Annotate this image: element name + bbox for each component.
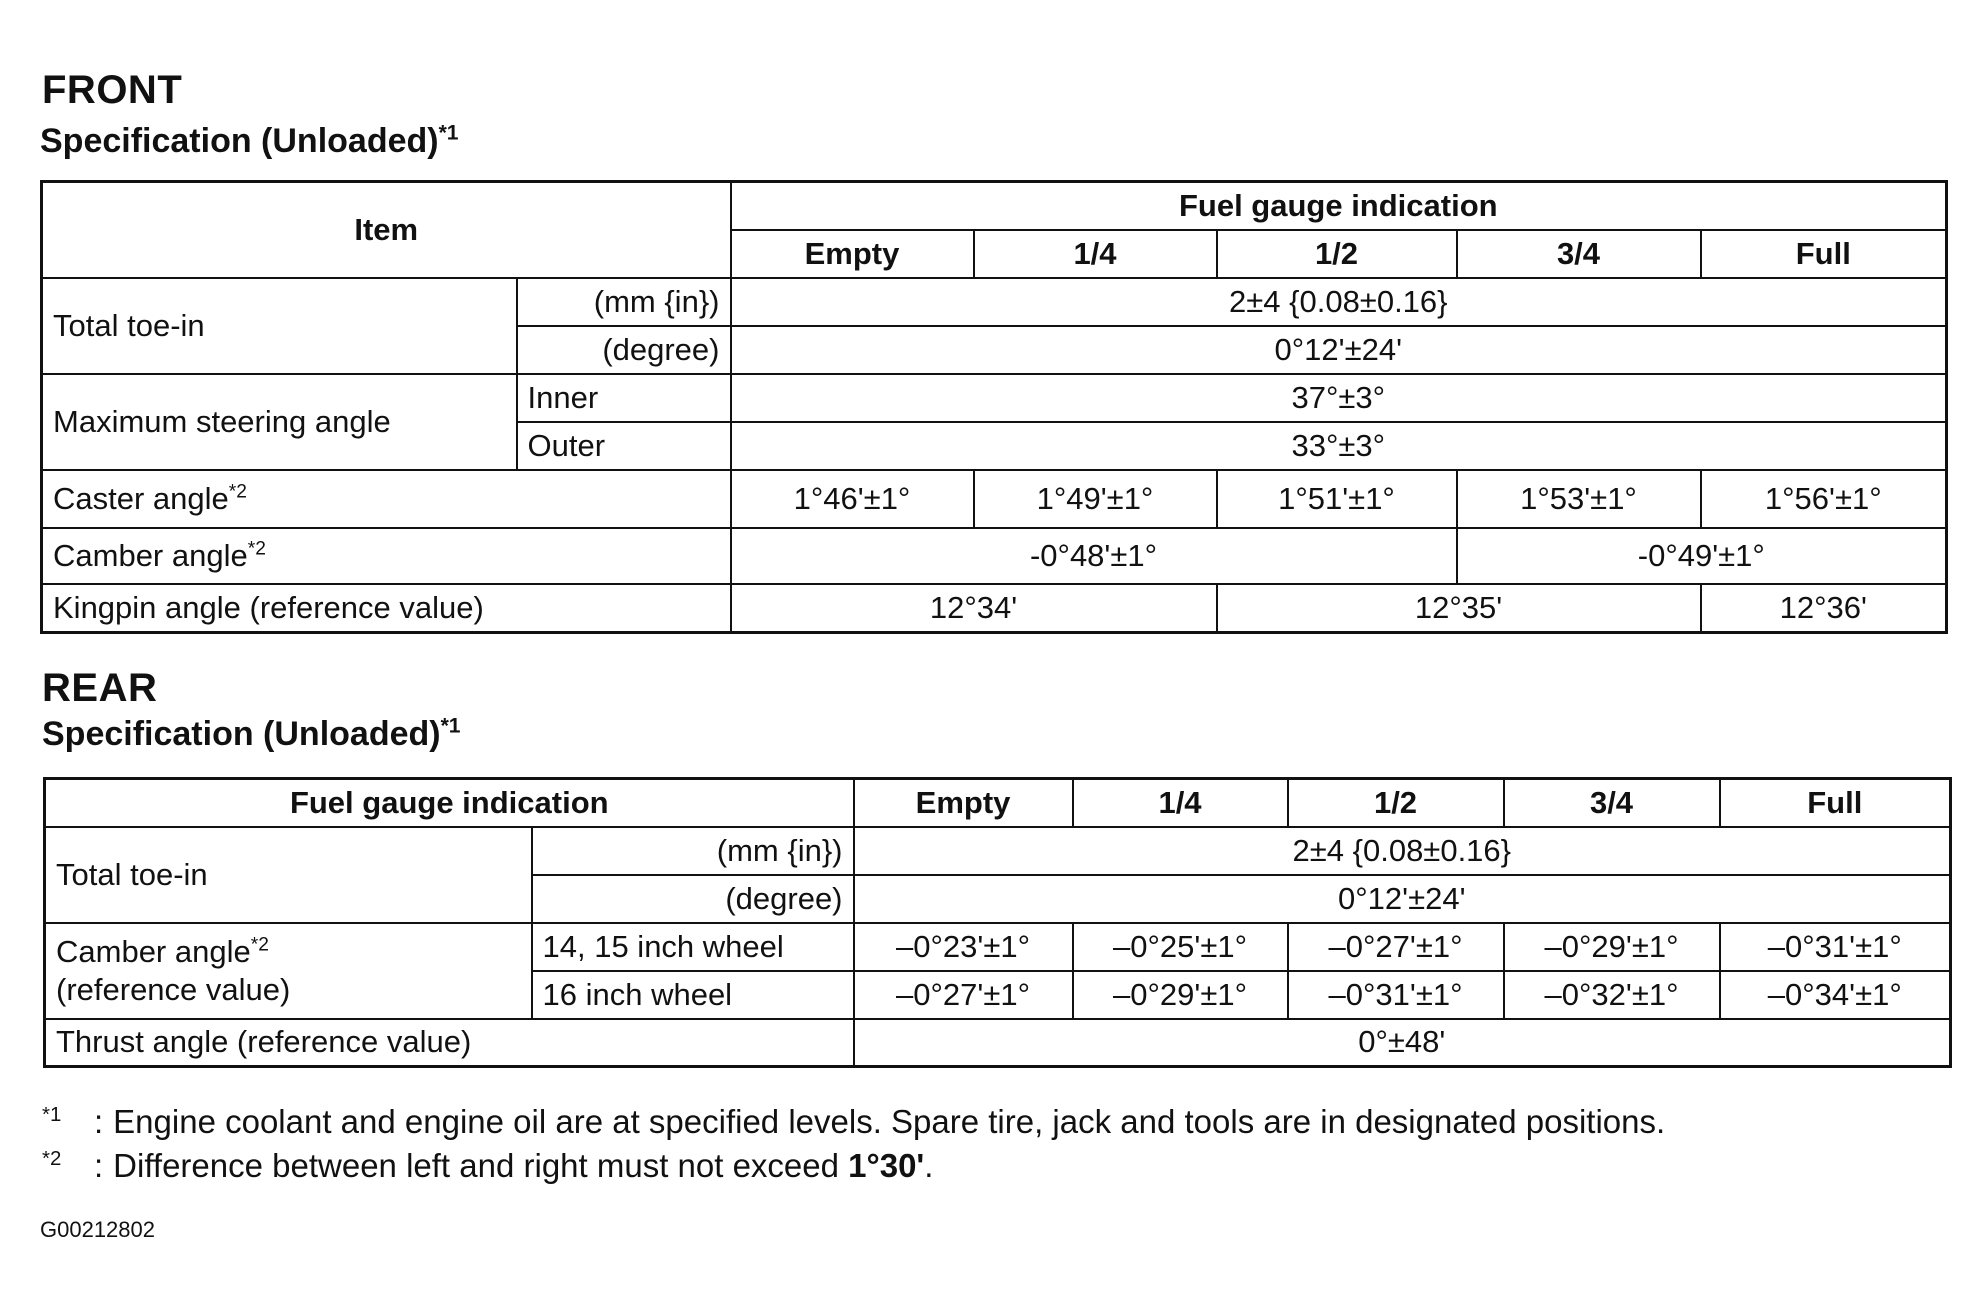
level-three-quarter-header: 3/4 <box>1457 230 1701 278</box>
level-half-header: 1/2 <box>1217 230 1457 278</box>
max-steer-inner-row <box>42 374 1947 422</box>
camber-14-15-empty: –0°23'±1° <box>854 923 1073 971</box>
footnotes <box>42 1100 1665 1188</box>
caster-quarter: 1°49'±1° <box>974 470 1217 528</box>
footnote-2-colon: : <box>94 1147 104 1184</box>
rear-total-toe-label: Total toe-in <box>45 827 532 923</box>
footnote-2 <box>42 1144 1665 1188</box>
footnote-1-text: Engine coolant and engine oil are at specified levels. Spare tire, jack and tools are in designated positions. <box>113 1103 1666 1140</box>
kingpin-value-b: 12°35' <box>1217 584 1701 632</box>
wheel-14-15-label: 14, 15 inch wheel <box>532 923 854 971</box>
front-total-toe-label: Total toe-in <box>42 278 517 374</box>
rear-toe-deg-unit: (degree) <box>532 875 854 923</box>
max-steer-label: Maximum steering angle <box>42 374 517 470</box>
front-camber-row <box>42 528 1947 584</box>
kingpin-value-c: 12°36' <box>1701 584 1947 632</box>
rear-level-full-header: Full <box>1720 779 1951 827</box>
caster-full: 1°56'±1° <box>1701 470 1947 528</box>
caster-three-quarter: 1°53'±1° <box>1457 470 1701 528</box>
caster-row <box>42 470 1947 528</box>
rear-toe-mm-unit: (mm {in}) <box>532 827 854 875</box>
front-toe-deg-value: 0°12'±24' <box>731 326 1947 374</box>
rear-fuel-gauge-header: Fuel gauge indication <box>45 779 854 827</box>
camber-14-15-three-quarter: –0°29'±1° <box>1504 923 1720 971</box>
rear-level-quarter-header: 1/4 <box>1073 779 1288 827</box>
kingpin-label: Kingpin angle (reference value) <box>42 584 731 632</box>
camber-16-three-quarter: –0°32'±1° <box>1504 971 1720 1019</box>
camber-16-full: –0°34'±1° <box>1720 971 1951 1019</box>
item-header: Item <box>42 182 731 279</box>
rear-spec-table <box>43 777 1952 1068</box>
image-id-label: G00212802 <box>40 1217 155 1242</box>
front-toe-mm-value: 2±4 {0.08±0.16} <box>731 278 1947 326</box>
level-full-header: Full <box>1701 230 1947 278</box>
front-camber-value-a: -0°48'±1° <box>731 528 1457 584</box>
front-toe-mm-unit: (mm {in}) <box>517 278 731 326</box>
camber-14-15-quarter: –0°25'±1° <box>1073 923 1288 971</box>
rear-toe-deg-value: 0°12'±24' <box>854 875 1951 923</box>
footnote-ref-2: *2 <box>228 481 247 503</box>
level-quarter-header: 1/4 <box>974 230 1217 278</box>
footnote-ref-2: *2 <box>247 538 266 560</box>
kingpin-value-a: 12°34' <box>731 584 1217 632</box>
front-toe-deg-unit: (degree) <box>517 326 731 374</box>
front-header-row <box>42 182 1947 231</box>
camber-14-15-full: –0°31'±1° <box>1720 923 1951 971</box>
fuel-gauge-header: Fuel gauge indication <box>731 182 1947 231</box>
footnote-ref-1: *1 <box>438 121 459 145</box>
footnote-ref-1: *1 <box>440 714 461 738</box>
caster-half: 1°51'±1° <box>1217 470 1457 528</box>
footnote-2-mark: *2 <box>42 1147 62 1170</box>
footnote-1-mark: *1 <box>42 1103 62 1126</box>
outer-value: 33°±3° <box>731 422 1947 470</box>
inner-value: 37°±3° <box>731 374 1947 422</box>
rear-heading: REAR <box>42 666 158 710</box>
inner-label: Inner <box>517 374 731 422</box>
camber-16-half: –0°31'±1° <box>1288 971 1504 1019</box>
caster-label: Caster angle$^{*2}$ <box>42 470 731 528</box>
thrust-row <box>45 1019 1951 1067</box>
front-toe-mm-row <box>42 278 1947 326</box>
footnote-1-colon: : <box>94 1103 104 1140</box>
camber-14-15-half: –0°27'±1° <box>1288 923 1504 971</box>
rear-level-three-quarter-header: 3/4 <box>1504 779 1720 827</box>
level-empty-header: Empty <box>731 230 974 278</box>
kingpin-row <box>42 584 1947 632</box>
thrust-label: Thrust angle (reference value) <box>45 1019 854 1067</box>
outer-label: Outer <box>517 422 731 470</box>
front-spec-table <box>40 180 1948 634</box>
camber-16-empty: –0°27'±1° <box>854 971 1073 1019</box>
front-camber-label: Camber angle$^{*2}$ <box>42 528 731 584</box>
front-camber-value-b: -0°49'±1° <box>1457 528 1947 584</box>
rear-toe-mm-row <box>45 827 1951 875</box>
rear-camber-14-15-row <box>45 923 1951 971</box>
thrust-value: 0°±48' <box>854 1019 1951 1067</box>
rear-level-half-header: 1/2 <box>1288 779 1504 827</box>
rear-spec-title: Specification (Unloaded)$^{*1}$ <box>42 714 461 753</box>
footnote-ref-2: *2 <box>250 934 269 956</box>
rear-camber-label: Camber angle$^{*2}$ (reference value) <box>45 923 532 1019</box>
caster-empty: 1°46'±1° <box>731 470 974 528</box>
rear-toe-mm-value: 2±4 {0.08±0.16} <box>854 827 1951 875</box>
front-heading: FRONT <box>42 68 183 112</box>
footnote-2-text: Difference between left and right must not exceed 1°30'. <box>113 1147 934 1184</box>
camber-16-quarter: –0°29'±1° <box>1073 971 1288 1019</box>
footnote-1 <box>42 1100 1665 1144</box>
front-spec-title: Specification (Unloaded)$^{*1}$ <box>40 121 459 160</box>
rear-header-row <box>45 779 1951 827</box>
wheel-16-label: 16 inch wheel <box>532 971 854 1019</box>
rear-level-empty-header: Empty <box>854 779 1073 827</box>
